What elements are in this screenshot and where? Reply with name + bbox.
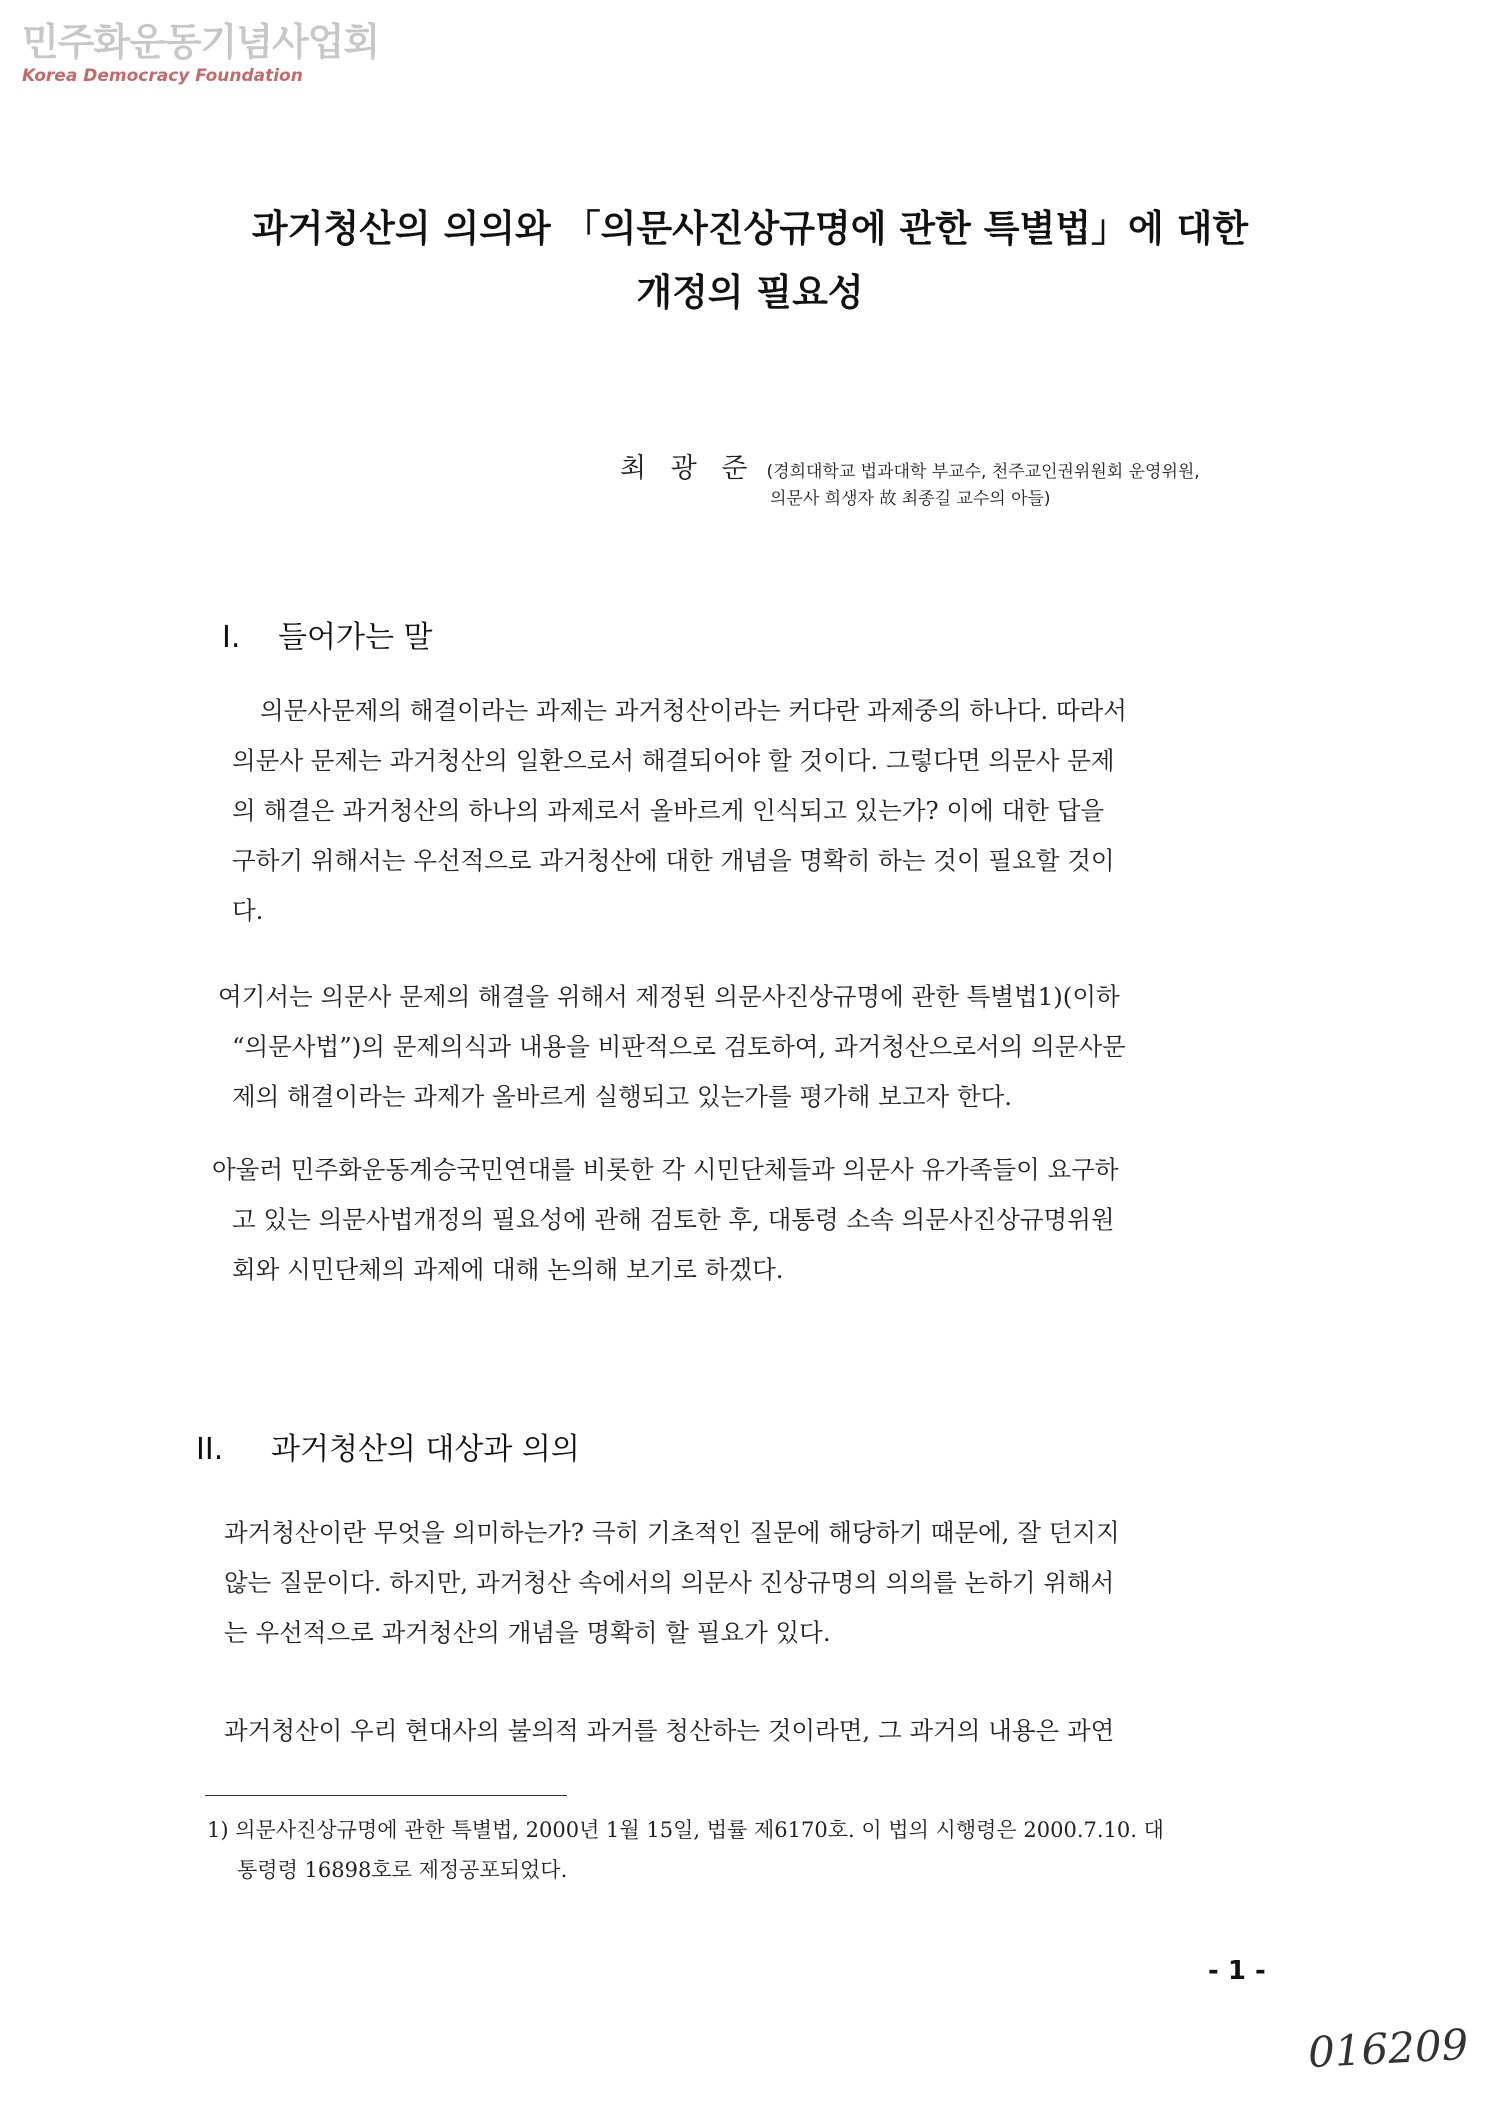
section-1-number: I. xyxy=(222,620,241,655)
footnote-divider xyxy=(205,1795,567,1796)
section-1-paragraph-1 xyxy=(232,686,1290,936)
paragraph-line: 회와 시민단체의 과제에 대해 논의해 보기로 하겠다. xyxy=(232,1255,784,1284)
paragraph-line: 의문사문제의 해결이라는 과제는 과거청산이라는 커다란 과제중의 하나다. 따라서 xyxy=(260,696,1127,725)
logo-english-text: Korea Democracy Foundation xyxy=(22,66,303,86)
author-affiliation-line-2: 의문사 희생자 故 최종길 교수의 아들) xyxy=(770,489,1051,509)
logo-korean-text: 민주화운동기념사업회 xyxy=(22,20,380,64)
page-number: - 1 - xyxy=(1208,1956,1266,1986)
footnote-line: 통령령 16898호로 제정공포되었다. xyxy=(237,1858,568,1882)
author-name: 최 광 준 xyxy=(620,453,756,484)
section-1-paragraph-2 xyxy=(218,972,1292,1122)
section-2-paragraph-1 xyxy=(224,1508,1292,1658)
section-2-number: II. xyxy=(196,1432,224,1467)
paragraph-line: 구하기 위해서는 우선적으로 과거청산에 대한 개념을 명확히 하는 것이 필요할 것이 xyxy=(232,846,1115,875)
paragraph-line: 다. xyxy=(232,896,264,925)
archive-stamp: 016209 xyxy=(1306,2019,1470,2078)
paragraph-line: 과거청산이 우리 현대사의 불의적 과거를 청산하는 것이라면, 그 과거의 내용은 과연 xyxy=(224,1716,1115,1745)
paragraph-line: 고 있는 의문사법개정의 필요성에 관해 검토한 후, 대통령 소속 의문사진상규명위원 xyxy=(232,1205,1115,1234)
paragraph-line: 않는 질문이다. 하지만, 과거청산 속에서의 의문사 진상규명의 의의를 논하기 위해서 xyxy=(224,1568,1115,1597)
paragraph-line: 의 해결은 과거청산의 하나의 과제로서 올바르게 인식되고 있는가? 이에 대한 답을 xyxy=(232,796,1105,825)
paragraph-line: 아울러 민주화운동계승국민연대를 비롯한 각 시민단체들과 의문사 유가족들이 요구하 xyxy=(212,1155,1119,1184)
paragraph-line: 제의 해결이라는 과제가 올바르게 실행되고 있는가를 평가해 보고자 한다. xyxy=(232,1082,1013,1111)
footnote-line: 1) 의문사진상규명에 관한 특별법, 2000년 1월 15일, 법률 제6170호. 이 법의 시행령은 2000.7.10. 대 xyxy=(207,1818,1164,1842)
paragraph-line: 과거청산이란 무엇을 의미하는가? 극히 기초적인 질문에 해당하기 때문에, 잘 던지지 xyxy=(224,1518,1120,1547)
author-block xyxy=(620,446,1320,509)
author-affiliation-line-1: (경희대학교 법과대학 부교수, 천주교인권위원회 운영위원, xyxy=(766,462,1200,482)
section-2-title: 과거청산의 대상과 의의 xyxy=(271,1432,580,1467)
document-title-line-1: 과거청산의 의의와 「의문사진상규명에 관한 특별법」에 대한 xyxy=(251,207,1249,250)
foundation-logo xyxy=(22,20,379,86)
section-2-paragraph-2 xyxy=(224,1706,1292,1756)
section-1-title: 들어가는 말 xyxy=(278,620,433,655)
paragraph-line: 는 우선적으로 과거청산의 개념을 명확히 할 필요가 있다. xyxy=(224,1618,831,1647)
paragraph-line: “의문사법”)의 문제의식과 내용을 비판적으로 검토하여, 과거청산으로서의 의문사문 xyxy=(232,1032,1126,1061)
paragraph-line: 여기서는 의문사 문제의 해결을 위해서 제정된 의문사진상규명에 관한 특별법1)(이하 xyxy=(218,982,1120,1011)
document-title-line-2: 개정의 필요성 xyxy=(636,271,864,314)
paragraph-line: 의문사 문제는 과거청산의 일환으로서 해결되어야 할 것이다. 그렇다면 의문사 문제 xyxy=(232,746,1115,775)
section-1-paragraph-3 xyxy=(212,1145,1292,1295)
footnote xyxy=(207,1810,1287,1890)
section-2-heading xyxy=(196,1424,580,1468)
section-1-heading xyxy=(222,612,432,656)
